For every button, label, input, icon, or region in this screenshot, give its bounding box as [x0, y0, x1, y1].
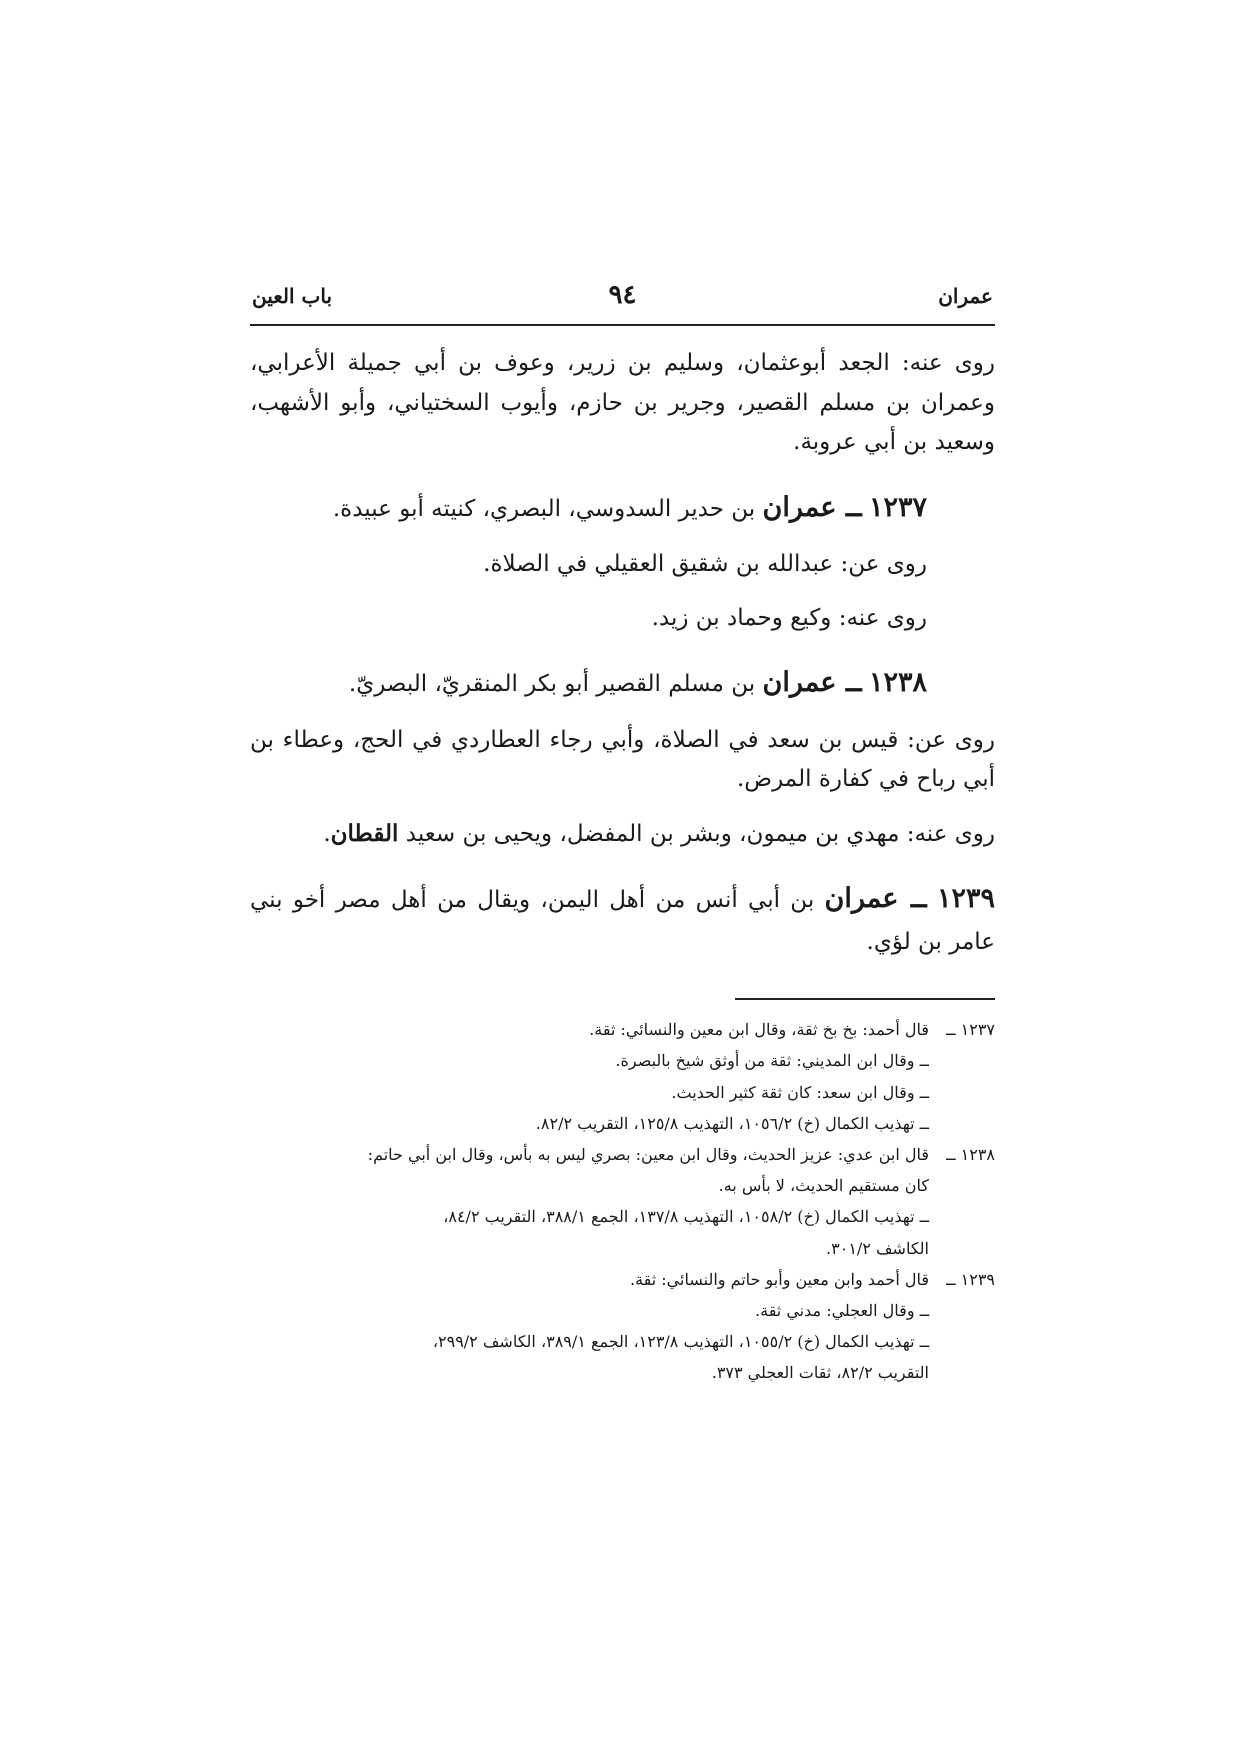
footnote-line: قال أحمد: بخ بخ ثقة، وقال ابن معين والنسائي: ثقة. [589, 1020, 929, 1040]
footnote-1239 [250, 1264, 995, 1389]
entry-name: ــ عمران [824, 883, 927, 915]
entry-1238-narrated-by [250, 814, 995, 855]
entry-1237-heading [250, 485, 995, 531]
entry-1238-narrated-from: روى عن: قيس بن سعد في الصلاة، وأبي رجاء العطاردي في الحج، وعطاء بن أبي رباح في كفارة المرض. [250, 726, 995, 793]
narrated-by-bold-name: القطان [330, 819, 399, 847]
entry-1237-narrated-by: روى عنه: وكيع وحماد بن زيد. [651, 604, 927, 631]
entry-description: بن مسلم القصير أبو بكر المنقريّ، البصريّ. [348, 671, 763, 698]
footnote-number: ١٢٣٩ ــ [946, 1269, 995, 1289]
footnotes [250, 1014, 995, 1388]
footnote-line: قال ابن عدي: عزيز الحديث، وقال ابن معين: بصري ليس به بأس، وقال ابن أبي حاتم: [367, 1144, 929, 1164]
running-header [250, 280, 995, 326]
entry-1239-heading [250, 876, 995, 962]
footnote-line: ــ وقال ابن المديني: ثقة من أوثق شيخ بالبصرة. [615, 1051, 929, 1071]
entry-name: ــ عمران [762, 667, 862, 699]
main-text [250, 344, 995, 962]
footnote-1237 [250, 1014, 995, 1139]
footnote-line: ــ تهذيب الكمال (خ) ١٠٥٦/٢، التهذيب ١٢٥/٨، التقريب ٨٢/٢. [535, 1113, 929, 1133]
footnote-number: ١٢٣٧ ــ [946, 1020, 995, 1040]
footnote-1238 [250, 1139, 995, 1264]
entry-description: بن حدير السدوسي، البصري، كنيته أبو عبيدة. [332, 495, 763, 522]
footnote-line: ــ تهذيب الكمال (خ) ١٠٥٥/٢، التهذيب ١٢٣/٨، الجمع ٣٨٩/١، الكاشف ٢٩٩/٢، [432, 1332, 929, 1352]
footnote-line: ــ وقال العجلي: مدني ثقة. [755, 1300, 929, 1320]
page-number: ٩٤ [608, 280, 637, 310]
book-page [250, 280, 995, 1580]
footnote-line: كان مستقيم الحديث، لا بأس به. [718, 1176, 929, 1196]
entry-1237-narrated-from: روى عن: عبدالله بن شقيق العقيلي في الصلاة. [483, 551, 927, 578]
entry-number: ١٢٣٨ [868, 667, 927, 699]
footnote-line: ــ وقال ابن سعد: كان ثقة كثير الحديث. [671, 1082, 929, 1102]
entry-1238-heading [250, 660, 995, 706]
footnote-separator [735, 998, 995, 1000]
footnote-line: التقريب ٨٢/٢، ثقات العجلي ٣٧٣. [711, 1363, 929, 1383]
entry-description: بن أبي أنس من أهل اليمن، ويقال من أهل مصر أخو بني عامر بن لؤي. [250, 887, 995, 955]
header-chapter-title: باب العين [252, 284, 333, 308]
footnote-line: ــ تهذيب الكمال (خ) ١٠٥٨/٢، التهذيب ١٣٧/٨، الجمع ٣٨٨/١، التقريب ٨٤/٢، [443, 1207, 929, 1227]
footnote-line: قال أحمد وابن معين وأبو حاتم والنسائي: ثقة. [629, 1269, 929, 1289]
narrators-paragraph: روى عنه: الجعد أبوعثمان، وسليم بن زرير، وعوف بن أبي جميلة الأعرابي، وعمران بن مسلم القصير، وجرير بن حازم، وأيوب السختياني، وأبو الأشهب، وسعيد بن أبي عروبة. [250, 350, 995, 456]
footnote-line: الكاشف ٣٠١/٢. [826, 1238, 929, 1258]
entry-number: ١٢٣٩ [937, 883, 996, 915]
narrated-by-text: روى عنه: مهدي بن ميمون، وبشر بن المفضل، ويحيى بن سعيد [398, 820, 995, 847]
entry-number: ١٢٣٧ [868, 491, 927, 523]
entry-name: ــ عمران [762, 491, 862, 523]
footnote-number: ١٢٣٨ ــ [946, 1144, 995, 1164]
header-entry-name: عمران [938, 284, 993, 308]
narrated-by-end: . [323, 820, 331, 847]
